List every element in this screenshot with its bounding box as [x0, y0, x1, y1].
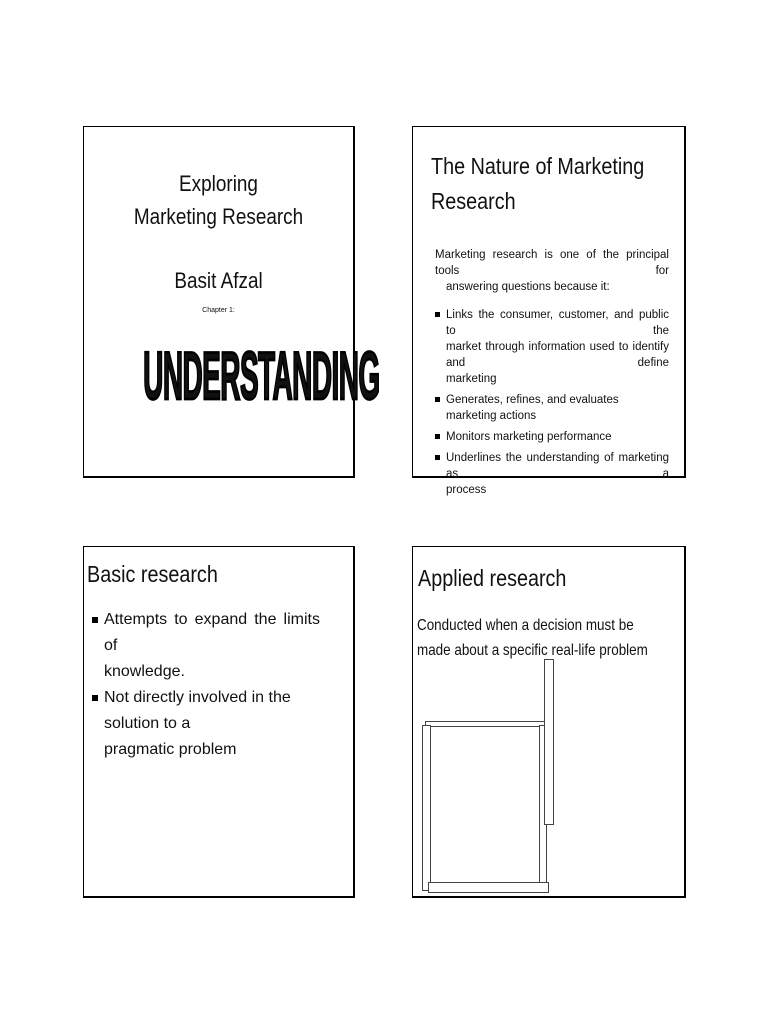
bullet-square-icon	[435, 397, 440, 402]
list-item-line: knowledge.	[104, 663, 185, 680]
list-item-line: marketing	[446, 373, 497, 385]
list-item-line: Not directly involved in the solution to a	[104, 689, 291, 732]
list-item-line: process	[446, 484, 487, 496]
list-item	[433, 450, 669, 498]
slide-4-heading: Applied research	[418, 565, 567, 591]
slide-2-heading	[431, 149, 644, 219]
slide-2-intro-line2: answering questions because it:	[446, 281, 610, 293]
bullet-square-icon	[435, 312, 440, 317]
frame-tall-post	[544, 659, 554, 825]
list-item-line: pragmatic problem	[104, 741, 237, 758]
banner-text: UNDERSTANDING	[143, 338, 380, 414]
list-item	[89, 607, 320, 685]
frame-top-bar	[425, 721, 546, 727]
slide-2-intro	[435, 247, 669, 295]
slide-2-intro-line1: Marketing research is one of the principal tools for	[435, 249, 669, 277]
slide-3-basic-research	[83, 546, 355, 898]
frame-left-post	[422, 725, 431, 891]
slide-2-heading-line1: The Nature of Marketing	[431, 153, 645, 179]
list-item-line: Links the consumer, customer, and public to the	[446, 309, 669, 337]
slide-1-heading-line2: Marketing Research	[133, 204, 304, 229]
bullet-square-icon	[92, 695, 98, 701]
slide-3-bullet-list	[89, 607, 320, 763]
slide-1-title	[83, 126, 380, 478]
slide-2-bullet-list	[433, 307, 669, 503]
slide-2-heading-line2: Research	[431, 188, 516, 214]
slide-1-heading	[103, 167, 334, 233]
list-item-line: Underlines the understanding of marketing as a	[446, 452, 669, 480]
bullet-square-icon	[435, 455, 440, 460]
list-item	[433, 307, 669, 387]
slide-1-heading-line1: Exploring	[179, 171, 258, 196]
chapter-label: Chapter 1:	[202, 307, 235, 314]
list-item-line: Attempts to expand the limits of	[104, 611, 320, 654]
frame-base-bar	[428, 882, 549, 893]
list-item	[89, 685, 320, 763]
slide-3-heading: Basic research	[87, 561, 218, 587]
slide-4-applied-research	[412, 546, 686, 898]
list-item-line: market through information used to identify and define	[446, 341, 669, 369]
list-item	[433, 392, 669, 424]
bullet-square-icon	[435, 434, 440, 439]
slide-4-body-line1: Conducted when a decision must be	[417, 617, 634, 634]
bullet-square-icon	[92, 617, 98, 623]
author-name: Basit Afzal	[174, 268, 263, 293]
list-item	[433, 429, 669, 445]
list-item-line: Generates, refines, and evaluates marketing actions	[446, 394, 619, 422]
slide-4-body-line2: made about a specific real-life problem	[417, 642, 648, 659]
list-item-line: Monitors marketing performance	[446, 431, 612, 443]
slide-2-nature	[412, 126, 686, 496]
slide-4-body	[417, 613, 669, 663]
